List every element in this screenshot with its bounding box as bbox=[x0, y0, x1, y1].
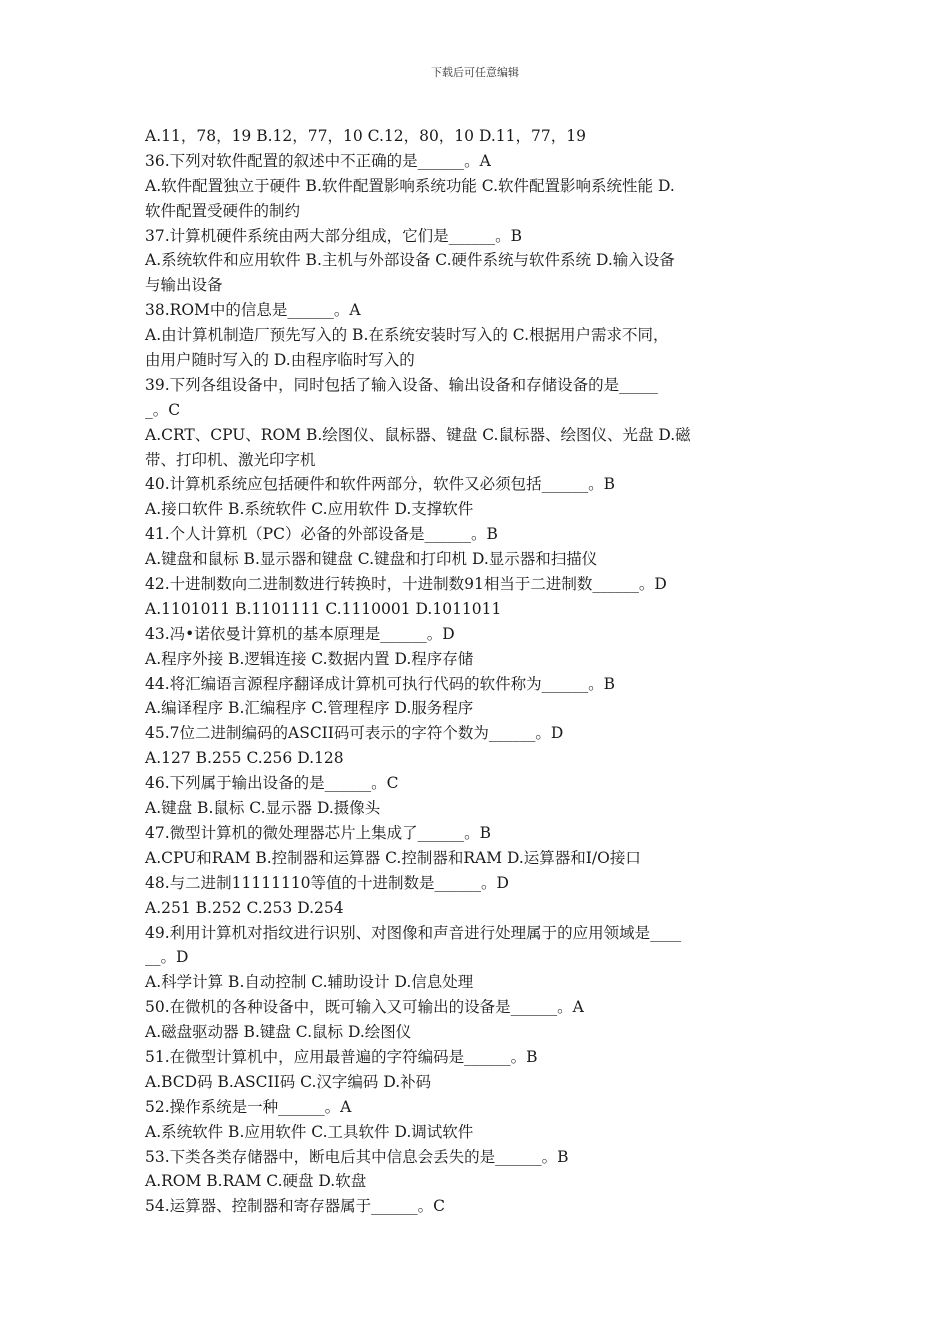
question-line: 53.下类各类存储器中，断电后其中信息会丢失的是______。B bbox=[145, 1147, 569, 1166]
question-line: 54.运算器、控制器和寄存器属于______。C bbox=[145, 1197, 446, 1216]
options-line: A.系统软件和应用软件 B.主机与外部设备 C.硬件系统与软件系统 D.输入设备 bbox=[145, 251, 675, 270]
page-header: 下载后可任意编辑 bbox=[431, 66, 519, 79]
question-line: 47.微型计算机的微处理器芯片上集成了______。B bbox=[145, 823, 492, 842]
question-line: 39.下列各组设备中，同时包括了输入设备、输出设备和存储设备的是_____ bbox=[145, 375, 658, 394]
options-line: A.系统软件 B.应用软件 C.工具软件 D.调试软件 bbox=[145, 1122, 474, 1141]
options-line: A.键盘和鼠标 B.显示器和键盘 C.键盘和打印机 D.显示器和扫描仪 bbox=[145, 550, 598, 569]
options-line: A.1101011 B.1101111 C.1110001 D.1011011 bbox=[145, 599, 502, 618]
question-line: 45.7位二进制编码的ASCII码可表示的字符个数为______。D bbox=[145, 724, 564, 743]
question-line: _。C bbox=[145, 400, 181, 419]
question-line: 42.十进制数向二进制数进行转换时，十进制数91相当于二进制数______。D bbox=[145, 575, 667, 594]
options-line: A.CRT、CPU、ROM B.绘图仪、鼠标器、键盘 C.鼠标器、绘图仪、光盘 D.磁 bbox=[145, 425, 691, 444]
question-line: 52.操作系统是一种______。A bbox=[145, 1097, 352, 1116]
question-line: 36.下列对软件配置的叙述中不正确的是______。A bbox=[145, 151, 491, 170]
options-line: A.键盘 B.鼠标 C.显示器 D.摄像头 bbox=[145, 799, 381, 818]
question-line: 50.在微机的各种设备中，既可输入又可输出的设备是______。A bbox=[145, 998, 584, 1017]
question-line: 44.将汇编语言源程序翻译成计算机可执行代码的软件称为______。B bbox=[145, 674, 616, 693]
options-line: A.CPU和RAM B.控制器和运算器 C.控制器和RAM D.运算器和I/O接口 bbox=[145, 848, 641, 867]
question-line: 37.计算机硬件系统由两大部分组成，它们是______。B bbox=[145, 226, 523, 245]
options-line: A.127 B.255 C.256 D.128 bbox=[145, 749, 344, 768]
question-line: 51.在微型计算机中，应用最普遍的字符编码是______。B bbox=[145, 1047, 538, 1066]
question-line: 38.ROM中的信息是______。A bbox=[145, 301, 361, 320]
options-line: A.科学计算 B.自动控制 C.辅助设计 D.信息处理 bbox=[145, 973, 474, 992]
document-body bbox=[145, 124, 810, 1219]
options-line: A.软件配置独立于硬件 B.软件配置影响系统功能 C.软件配置影响系统性能 D. bbox=[145, 176, 675, 195]
options-line: 与输出设备 bbox=[145, 276, 223, 295]
question-line: 41.个人计算机（PC）必备的外部设备是______。B bbox=[145, 525, 498, 544]
options-line: A.磁盘驱动器 B.键盘 C.鼠标 D.绘图仪 bbox=[145, 1023, 412, 1042]
options-line: A.编译程序 B.汇编程序 C.管理程序 D.服务程序 bbox=[145, 699, 474, 718]
question-line: 48.与二进制11111110等值的十进制数是______。D bbox=[145, 873, 509, 892]
text-line: A.11，78，19 B.12，77，10 C.12，80，10 D.11，77，19 bbox=[145, 127, 586, 145]
question-line: __。D bbox=[145, 948, 189, 967]
options-line: 带、打印机、激光印字机 bbox=[145, 450, 316, 469]
question-line: 43.冯•诺依曼计算机的基本原理是______。D bbox=[145, 624, 455, 643]
options-line: A.接口软件 B.系统软件 C.应用软件 D.支撑软件 bbox=[145, 500, 474, 519]
question-line: 49.利用计算机对指纹进行识别、对图像和声音进行处理属于的应用领域是____ bbox=[145, 923, 682, 942]
options-line: A.BCD码 B.ASCII码 C.汉字编码 D.补码 bbox=[145, 1072, 432, 1091]
options-line: A.251 B.252 C.253 D.254 bbox=[145, 898, 344, 917]
options-line: 由用户随时写入的 D.由程序临时写入的 bbox=[145, 351, 415, 370]
options-line: A.程序外接 B.逻辑连接 C.数据内置 D.程序存储 bbox=[145, 649, 474, 668]
options-line: 软件配置受硬件的制约 bbox=[145, 201, 301, 220]
question-line: 40.计算机系统应包括硬件和软件两部分，软件又必须包括______。B bbox=[145, 475, 616, 494]
options-line: A.由计算机制造厂预先写入的 B.在系统安装时写入的 C.根据用户需求不同， bbox=[145, 326, 669, 345]
question-line: 46.下列属于输出设备的是______。C bbox=[145, 774, 399, 793]
options-line: A.ROM B.RAM C.硬盘 D.软盘 bbox=[145, 1172, 367, 1191]
